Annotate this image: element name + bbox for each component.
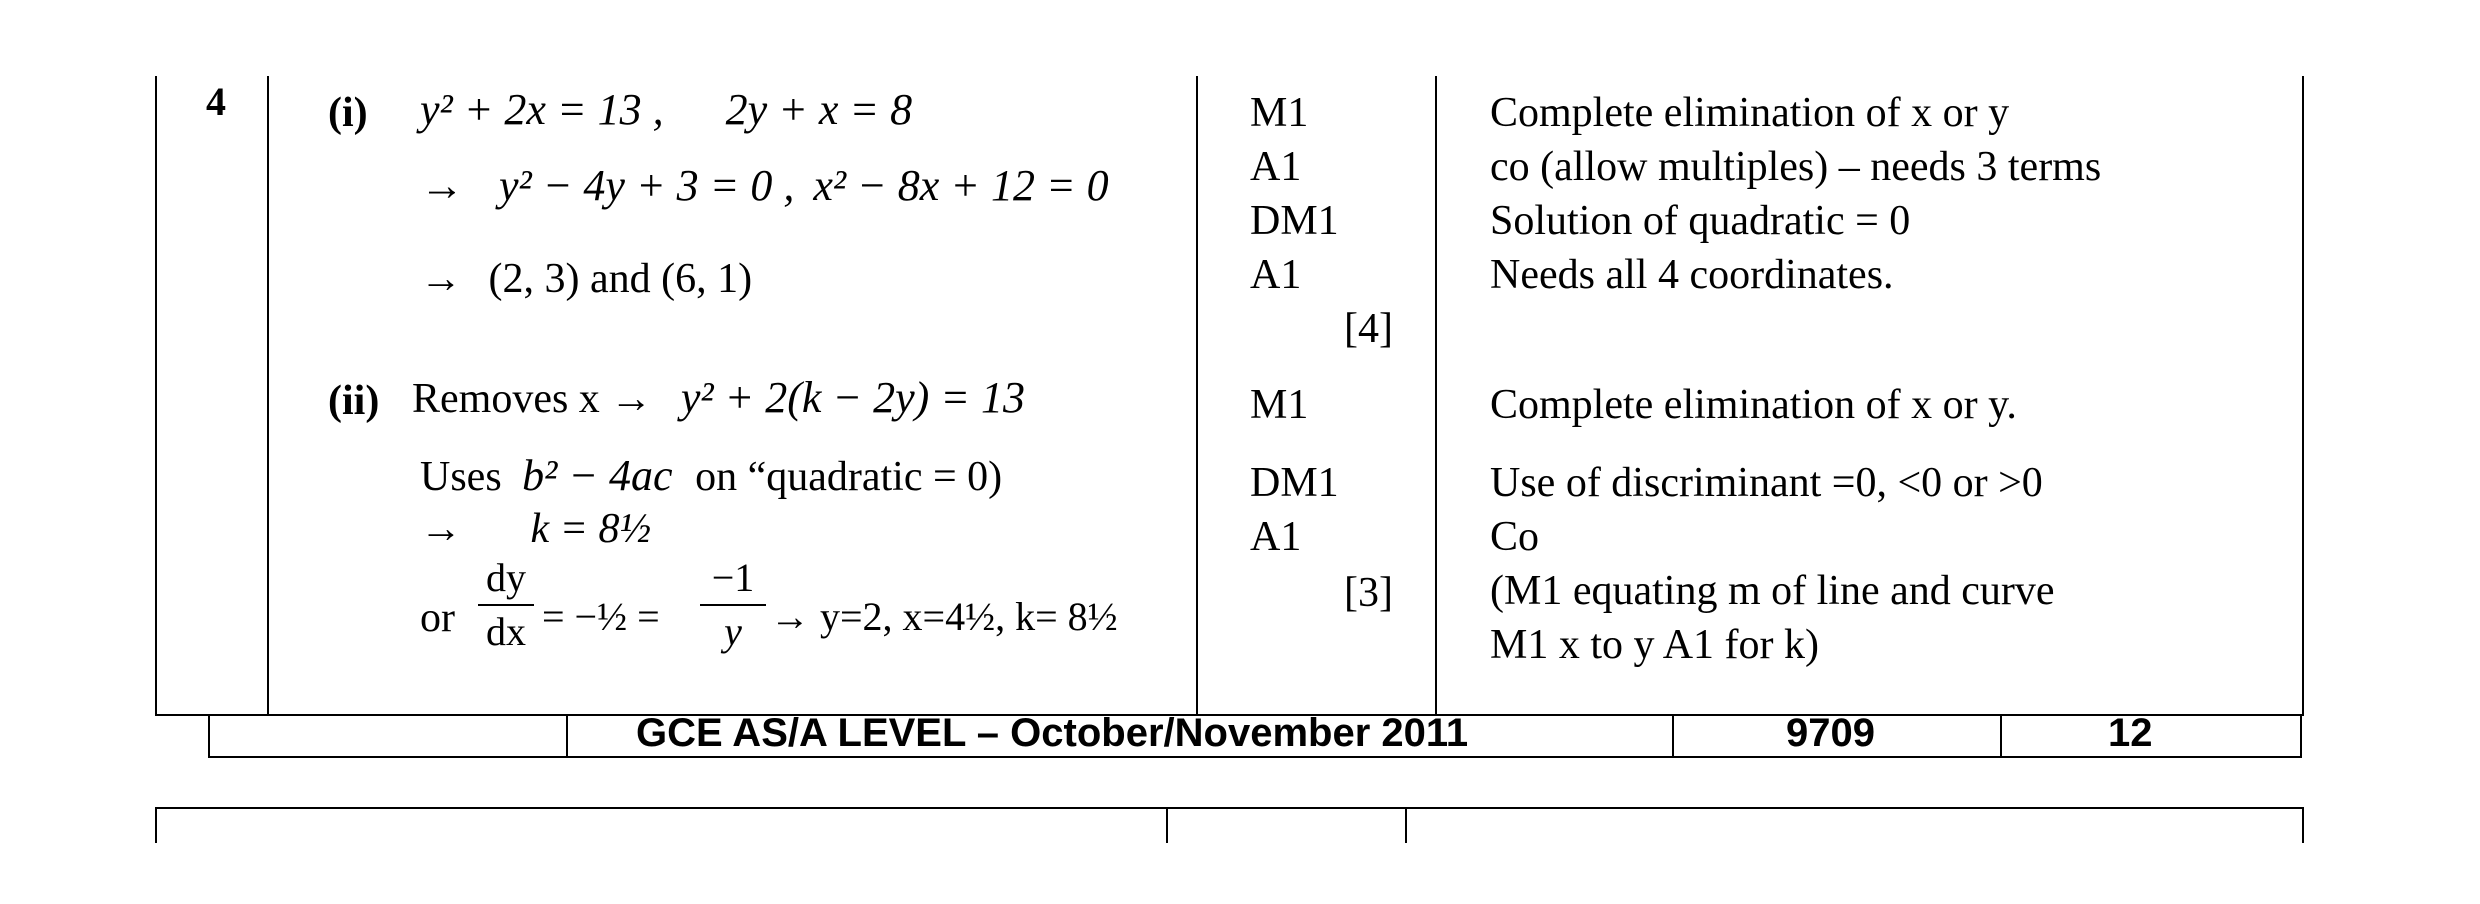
- fraction-denominator: y: [724, 609, 742, 654]
- mark-code: DM1: [1250, 460, 1339, 506]
- gradient-equals: = −½ =: [542, 594, 660, 639]
- question-number: 4: [206, 79, 226, 124]
- part-i-solutions: [420, 258, 752, 300]
- equation-curve: y² + 2x = 13 ,: [420, 85, 664, 134]
- quadratic-in-x: x² − 8x + 12 = 0: [813, 161, 1109, 210]
- part-ii-line-2: [420, 451, 1003, 500]
- solution-points: (2, 3) and (6, 1): [488, 256, 753, 302]
- guidance-line: co (allow multiples) – needs 3 terms: [1490, 144, 2102, 190]
- derivative-fraction: [478, 555, 534, 654]
- header-divider-3: [2000, 714, 2002, 758]
- guidance-line: (M1 equating m of line and curve: [1490, 568, 2055, 614]
- fraction-numerator: dy: [486, 555, 526, 600]
- fraction-bar: [700, 604, 766, 606]
- part-i-equation-2: [420, 161, 1109, 210]
- header-divider-1: [566, 714, 568, 758]
- arrow-icon: →: [420, 256, 462, 302]
- alternative-result: → y=2, x=4½, k= 8½: [770, 594, 1118, 639]
- table-divider-answer: [1196, 76, 1198, 716]
- guidance-line: Needs all 4 coordinates.: [1490, 252, 1894, 298]
- fraction-numerator: −1: [711, 555, 755, 600]
- part-ii-or-text: or: [420, 595, 455, 641]
- header-border-left: [208, 714, 210, 758]
- fraction-denominator: dx: [486, 609, 526, 654]
- next-table-divider-2: [1405, 807, 1407, 843]
- mark-code: M1: [1250, 382, 1309, 428]
- mark-total: [3]: [1344, 570, 1393, 616]
- part-ii-label: (ii): [328, 378, 380, 424]
- part-i-label: (i): [328, 90, 368, 136]
- header-divider-2: [1672, 714, 1674, 758]
- guidance-line: Co: [1490, 514, 1540, 560]
- guidance-line: Complete elimination of x or y: [1490, 90, 2010, 136]
- uses-text: Uses: [420, 454, 502, 500]
- header-border-bottom: [208, 756, 2302, 758]
- next-table-divider-1: [1166, 807, 1168, 843]
- guidance-line: M1 x to y A1 for k): [1490, 622, 1819, 668]
- table-border-left: [155, 76, 157, 716]
- header-border-right: [2300, 714, 2302, 758]
- table-divider-question: [267, 76, 269, 716]
- quadratic-in-y: y² − 4y + 3 = 0 ,: [499, 161, 795, 210]
- on-quadratic-text: on “quadratic = 0): [695, 454, 1003, 500]
- mark-code: A1: [1250, 252, 1302, 298]
- syllabus-code: 9709: [1786, 711, 1875, 755]
- arrow-icon: →: [420, 506, 462, 552]
- next-table-border-right: [2302, 807, 2304, 843]
- discriminant-expression: b² − 4ac: [522, 451, 673, 500]
- table-divider-marks: [1435, 76, 1437, 716]
- removes-x-text: Removes x →: [412, 376, 653, 422]
- arrow-icon: →: [420, 161, 464, 210]
- part-i-equation-1: [420, 85, 913, 134]
- fraction-bar: [478, 604, 534, 606]
- guidance-line: Complete elimination of x or y.: [1490, 382, 2017, 428]
- mark-code: A1: [1250, 144, 1302, 190]
- mark-code: A1: [1250, 514, 1302, 560]
- part-ii-line-3: [420, 508, 651, 550]
- table-border-right: [2302, 76, 2304, 716]
- next-table-border-left: [155, 807, 157, 843]
- normal-gradient-fraction: [700, 555, 766, 654]
- paper-number: 12: [2108, 711, 2153, 755]
- mark-code: DM1: [1250, 198, 1339, 244]
- substituted-equation: y² + 2(k − 2y) = 13: [680, 373, 1025, 422]
- mark-total: [4]: [1344, 306, 1393, 352]
- exam-title: GCE AS/A LEVEL – October/November 2011: [636, 711, 1469, 755]
- part-ii-line-1: [412, 373, 1025, 422]
- equation-line: 2y + x = 8: [725, 85, 913, 134]
- k-value: k = 8½: [530, 506, 651, 552]
- mark-code: M1: [1250, 90, 1309, 136]
- guidance-line: Use of discriminant =0, <0 or >0: [1490, 460, 2043, 506]
- next-table-border-top: [155, 807, 2304, 809]
- guidance-line: Solution of quadratic = 0: [1490, 198, 1911, 244]
